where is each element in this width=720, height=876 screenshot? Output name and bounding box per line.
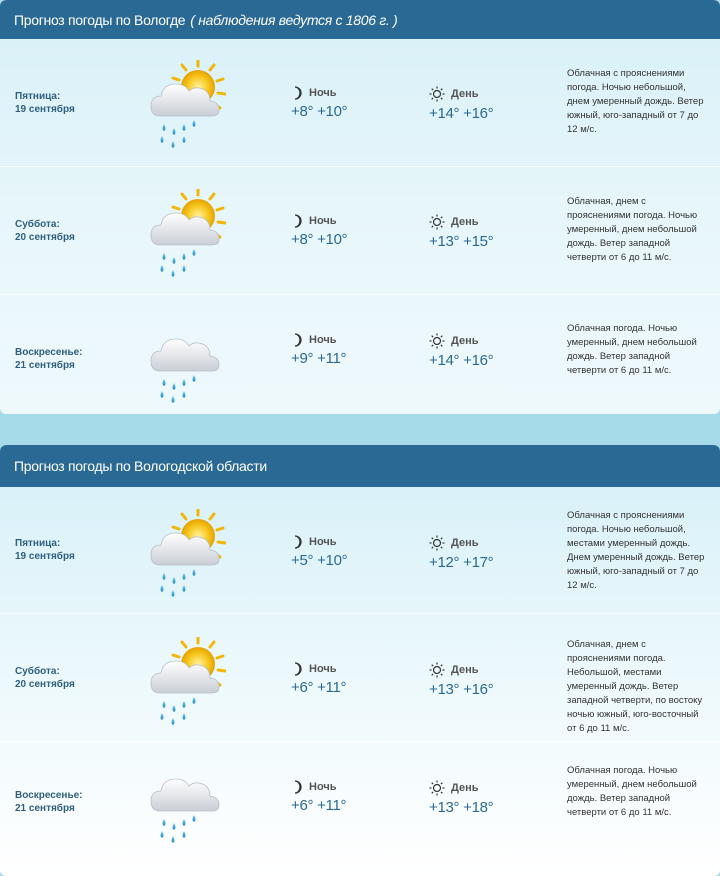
moon-icon: [291, 333, 303, 347]
night-label: Ночь: [309, 781, 337, 793]
weather-description: Облачная погода. Ночью умеренный, днем небольшой дождь. Ветер западной четверти от 6 до 11 м/с.: [567, 323, 697, 376]
moon-icon: [291, 535, 303, 549]
night-temperature: +8° +10°: [291, 231, 348, 248]
sun-outline-icon: [429, 662, 445, 678]
sun-outline-icon: [429, 214, 445, 230]
night-label: Ночь: [309, 663, 337, 675]
night-label: Ночь: [309, 536, 337, 548]
night-forecast: [291, 333, 346, 367]
weather-description: Облачная, днем с прояснениями погода. Ночью умеренный, днем небольшой дождь. Ветер западной четверти от 6 до 11 м/с.: [567, 196, 698, 263]
day-label: День: [451, 664, 479, 676]
sun-outline-icon: [429, 780, 445, 796]
day-forecast: [429, 780, 493, 816]
day-cell: [15, 167, 75, 294]
night-temperature: +6° +11°: [291, 797, 347, 814]
panel-title: Прогноз погоды по Вологодской области: [14, 458, 267, 474]
day-date: 19 сентября: [15, 551, 75, 562]
day-forecast: [429, 86, 493, 122]
forecast-panel-vologda-region: [0, 445, 720, 876]
panel-header: [0, 445, 720, 487]
forecast-row: [0, 167, 720, 295]
forecast-row: [0, 487, 720, 614]
weather-description: Облачная с прояснениями погода. Ночью небольшой, днем умеренный дождь. Ветер южный, юго-западный от 7 до 12 м/с.: [567, 68, 704, 135]
forecast-row: [0, 614, 720, 742]
day-temperature: +13° +16°: [429, 681, 494, 698]
day-temperature: +12° +17°: [429, 554, 494, 571]
day-cell: [15, 487, 75, 613]
day-cell: [15, 614, 75, 741]
day-name: Суббота:: [15, 665, 60, 677]
moon-icon: [291, 780, 303, 794]
day-label: День: [451, 335, 479, 347]
day-name: Пятница:: [15, 90, 61, 102]
weather-description: Облачная погода. Ночью умеренный, днем небольшой дождь. Ветер западной четверти от 6 до 11 м/с.: [567, 765, 697, 818]
night-temperature: +5° +10°: [291, 552, 348, 569]
weather-description: Облачная с прояснениями погода. Ночью небольшой, местами умеренный дождь. Днем умеренный дождь. Ветер южный, юго-западный от 7 до 12 м/с.: [567, 510, 705, 591]
forecast-row: [0, 39, 720, 167]
sun-cloud-rain-icon: [148, 509, 226, 599]
day-label: День: [451, 537, 479, 549]
day-name: Воскресенье:: [15, 346, 83, 358]
day-forecast: [429, 214, 493, 250]
moon-icon: [291, 662, 303, 676]
forecast-row: [0, 295, 720, 414]
day-cell: [15, 295, 83, 414]
forecast-panel-vologda: [0, 0, 720, 414]
sun-cloud-rain-icon: [148, 189, 226, 279]
night-forecast: [291, 662, 346, 696]
moon-icon: [291, 214, 303, 228]
day-date: 20 сентября: [15, 231, 75, 243]
night-label: Ночь: [309, 334, 337, 346]
day-forecast: [429, 535, 493, 571]
sun-outline-icon: [429, 333, 445, 349]
panel-header: [0, 0, 720, 39]
day-temperature: +14° +16°: [429, 105, 494, 122]
sun-cloud-rain-icon: [148, 637, 226, 727]
night-label: Ночь: [309, 87, 337, 99]
night-label: Ночь: [309, 215, 337, 227]
day-forecast: [429, 333, 493, 369]
night-temperature: +6° +11°: [291, 679, 347, 696]
night-forecast: [291, 780, 346, 814]
sun-outline-icon: [429, 535, 445, 551]
day-forecast: [429, 662, 493, 698]
sun-cloud-rain-icon: [148, 60, 226, 150]
panel-title: Прогноз погоды по Вологде: [14, 11, 186, 28]
weather-description: Облачная, днем с прояснениями погода. Небольшой, местами умеренный дождь. Ветер западной четверти, по востоку ночью южный, юго-восточный от 6 до 11 м/с.: [567, 639, 703, 734]
moon-icon: [291, 86, 303, 100]
day-label: День: [451, 88, 479, 100]
day-label: День: [451, 216, 479, 228]
night-temperature: +9° +11°: [291, 350, 347, 367]
night-temperature: +8° +10°: [291, 103, 348, 120]
day-date: 21 сентября: [15, 803, 75, 814]
day-date: 19 сентября: [15, 103, 75, 115]
day-name: Суббота:: [15, 218, 60, 230]
cloud-rain-icon: [148, 755, 226, 845]
day-temperature: +14° +16°: [429, 352, 494, 369]
day-temperature: +13° +18°: [429, 799, 494, 816]
day-date: 20 сентября: [15, 678, 75, 690]
day-temperature: +13° +15°: [429, 233, 494, 250]
day-name: Воскресенье:: [15, 790, 83, 801]
night-forecast: [291, 86, 347, 120]
panel-note: ( наблюдения ведутся с 1806 г. ): [190, 11, 398, 28]
night-forecast: [291, 214, 347, 248]
day-cell: [15, 39, 75, 166]
day-cell: [15, 742, 83, 862]
sun-outline-icon: [429, 86, 445, 102]
night-forecast: [291, 535, 347, 569]
forecast-row: [0, 742, 720, 862]
cloud-rain-icon: [148, 315, 226, 405]
day-label: День: [451, 782, 479, 794]
day-name: Пятница:: [15, 538, 61, 549]
day-date: 21 сентября: [15, 359, 75, 371]
